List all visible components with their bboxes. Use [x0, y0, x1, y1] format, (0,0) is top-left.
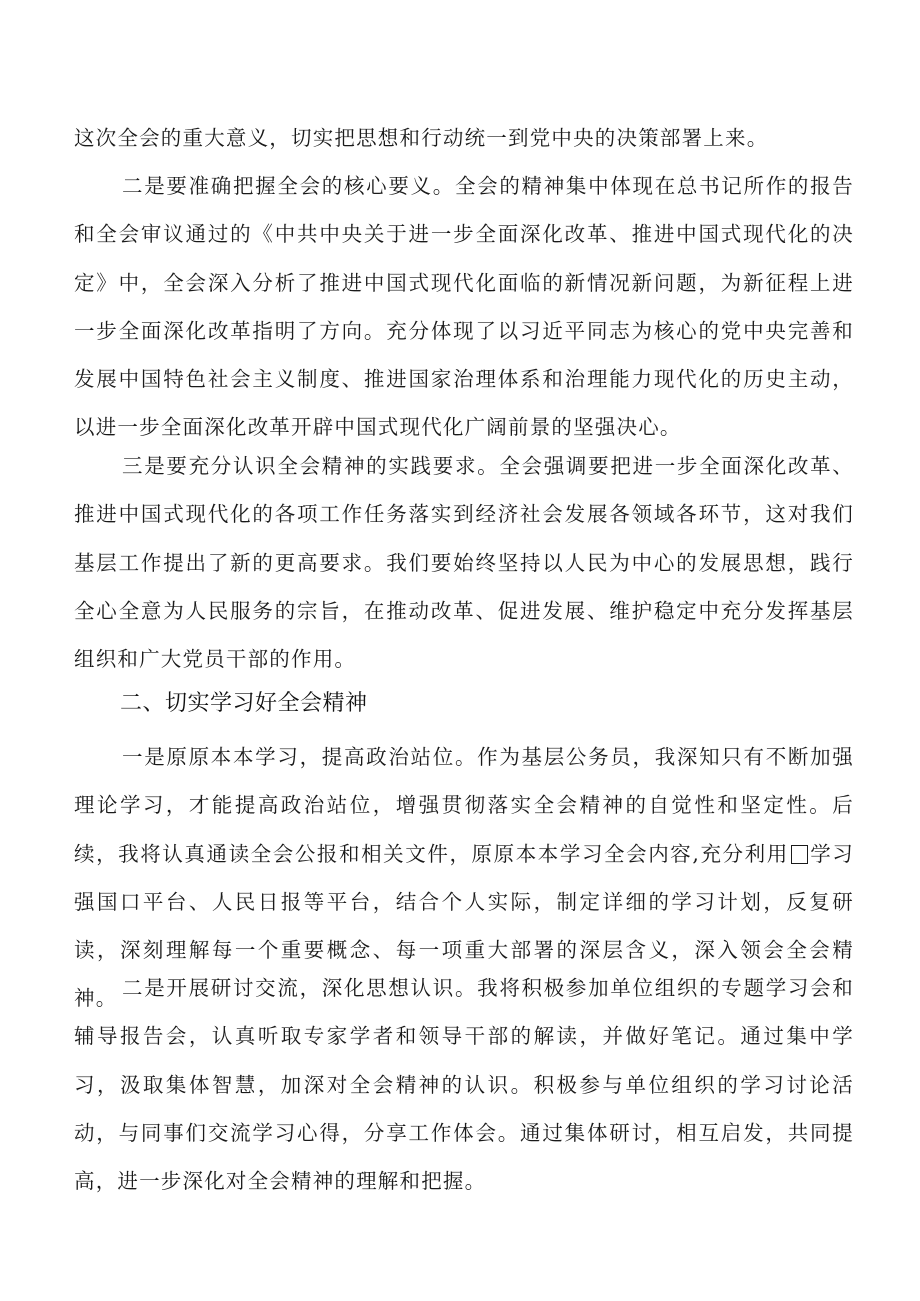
paragraph-original-study-part1: 一是原原本本学习，提高政治站位。作为基层公务员，我深知只有不断加强理论学习，才能提高政治站位，增强贯彻落实全会精神的自觉性和坚定性。后续，我将认真通读全会公报和相关文件，原原本本学习全会内容,充分利用 [74, 745, 854, 866]
paragraph-continuation: 这次全会的重大意义，切实把思想和行动统一到党中央的决策部署上来。 [74, 126, 769, 150]
paragraph-discussion-exchange: 二是开展研讨交流，深化思想认识。我将积极参加单位组织的专题学习会和辅导报告会，认真听取专家学者和领导干部的解读，并做好笔记。通过集中学习，汲取集体智慧，加深对全会精神的认识。积极参与单位组织的学习讨论活动，与同事们交流学习心得，分享工作体会。通过集体研讨，相互启发，共同提高，进一步深化对全会精神的理解和把握。 [74, 976, 854, 1194]
paragraph-core-essence: 二是要准确把握全会的核心要义。全会的精神集中体现在总书记所作的报告和全会审议通过的《中共中央关于进一步全面深化改革、推进中国式现代化的决定》中，全会深入分析了推进中国式现代化面临的新情况新问题，为新征程上进一步全面深化改革指明了方向。充分体现了以习近平同志为核心的党中央完善和发展中国特色社会主义制度、推进国家治理体系和治理能力现代化的历史主动，以进一步全面深化改革开辟中国式现代化广阔前景的坚强决心。 [74, 174, 854, 440]
paragraph-original-study-part2: 学习强国口平台、人民日报等平台，结合个人实际，制定详细的学习计划，反复研读，深刻理解每一个重要概念、每一项重大部署的深层含义，深入领会全会精神。 [74, 841, 854, 1011]
paragraph-practical-requirements: 三是要充分认识全会精神的实践要求。全会强调要把进一步全面深化改革、推进中国式现代化的各项工作任务落实到经济社会发展各领域各环节，这对我们基层工作提出了新的更高要求。我们要始终坚持以人民为中心的发展思想，践行全心全意为人民服务的宗旨，在推动改革、促进发展、维护稳定中充分发挥基层组织和广大党员干部的作用。 [74, 454, 854, 672]
missing-glyph-box [791, 845, 808, 864]
section-heading: 二、切实学习好全会精神 [120, 691, 368, 716]
